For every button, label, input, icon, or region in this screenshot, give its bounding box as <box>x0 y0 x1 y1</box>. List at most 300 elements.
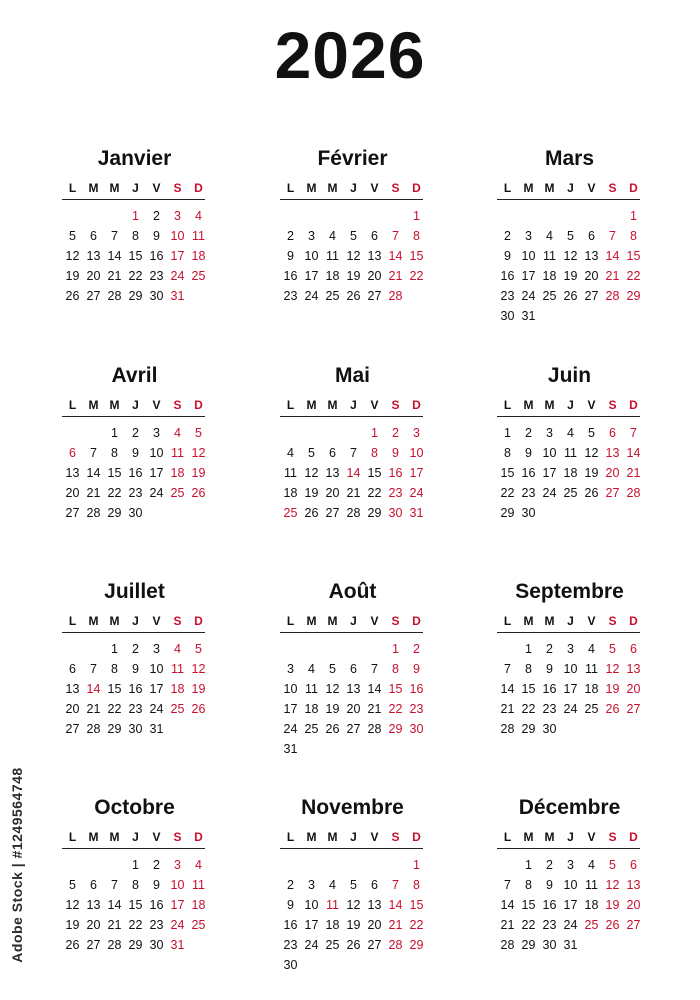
day-cell: 26 <box>304 506 319 520</box>
month-block <box>280 145 430 306</box>
day-cell: 27 <box>86 938 101 952</box>
day-cell: 20 <box>584 269 599 283</box>
month-block <box>62 145 212 306</box>
day-cell: 28 <box>626 486 641 500</box>
day-cell: 5 <box>195 642 202 656</box>
day-cell: 9 <box>153 229 160 243</box>
day-cell: 31 <box>521 309 536 323</box>
day-cell: 2 <box>153 858 160 872</box>
month-block <box>497 794 647 955</box>
day-cell: 15 <box>409 898 424 912</box>
day-cell: 21 <box>107 918 122 932</box>
month-name: Septembre <box>515 580 624 603</box>
day-cell: 27 <box>626 918 641 932</box>
day-cell: 23 <box>283 938 298 952</box>
weekday-header: V <box>152 398 161 412</box>
weekday-header: M <box>109 614 120 628</box>
weekday-header: V <box>370 614 379 628</box>
day-cell: 17 <box>563 682 578 696</box>
day-cell: 2 <box>392 426 399 440</box>
day-cell: 3 <box>567 642 574 656</box>
day-cell: 22 <box>409 918 424 932</box>
weekday-header: L <box>286 398 295 412</box>
day-cell: 16 <box>521 466 536 480</box>
day-cell: 21 <box>388 269 403 283</box>
day-grid <box>497 639 644 739</box>
day-cell: 10 <box>149 446 164 460</box>
day-cell: 13 <box>86 898 101 912</box>
day-cell: 7 <box>392 229 399 243</box>
day-cell: 15 <box>107 682 122 696</box>
day-cell: 26 <box>191 486 206 500</box>
day-cell: 25 <box>563 486 578 500</box>
weekday-header: D <box>194 398 203 412</box>
day-cell: 6 <box>69 662 76 676</box>
weekday-header: M <box>88 181 99 195</box>
day-cell: 1 <box>392 642 399 656</box>
day-cell: 22 <box>521 702 536 716</box>
weekday-header-row <box>62 178 209 196</box>
day-cell: 12 <box>563 249 578 263</box>
weekday-header: L <box>503 181 512 195</box>
weekday-header-row <box>280 395 427 413</box>
day-cell: 23 <box>149 918 164 932</box>
day-cell: 8 <box>111 446 118 460</box>
month-name: Juillet <box>104 580 165 603</box>
weekday-header: M <box>306 181 317 195</box>
day-cell: 13 <box>367 898 382 912</box>
day-cell: 4 <box>546 229 553 243</box>
day-cell: 12 <box>65 249 80 263</box>
day-cell: 21 <box>367 702 382 716</box>
day-cell: 12 <box>605 878 620 892</box>
weekday-header: S <box>391 614 400 628</box>
day-cell: 14 <box>86 466 101 480</box>
day-cell: 13 <box>86 249 101 263</box>
day-cell: 28 <box>388 938 403 952</box>
day-cell: 12 <box>605 662 620 676</box>
day-cell: 21 <box>346 486 361 500</box>
day-cell: 26 <box>191 702 206 716</box>
weekday-header: M <box>544 181 555 195</box>
day-cell: 26 <box>325 722 340 736</box>
weekday-header: L <box>286 614 295 628</box>
weekday-header: L <box>68 181 77 195</box>
weekday-header: M <box>306 398 317 412</box>
day-cell: 8 <box>413 878 420 892</box>
day-cell: 27 <box>626 702 641 716</box>
day-cell: 10 <box>542 446 557 460</box>
day-cell: 15 <box>388 682 403 696</box>
day-cell: 22 <box>409 269 424 283</box>
day-cell: 30 <box>128 722 143 736</box>
day-cell: 19 <box>191 682 206 696</box>
day-cell: 27 <box>584 289 599 303</box>
day-cell: 30 <box>149 289 164 303</box>
day-cell: 22 <box>388 702 403 716</box>
month-name: Octobre <box>94 796 175 819</box>
month-name: Mai <box>334 364 370 387</box>
day-cell: 25 <box>325 938 340 952</box>
day-cell: 6 <box>329 446 336 460</box>
day-cell: 9 <box>392 446 399 460</box>
weekday-header: M <box>544 614 555 628</box>
day-cell: 7 <box>90 662 97 676</box>
day-cell: 11 <box>326 898 339 912</box>
day-cell: 1 <box>132 858 139 872</box>
day-cell: 8 <box>630 229 637 243</box>
day-cell: 7 <box>90 446 97 460</box>
day-cell: 12 <box>191 446 206 460</box>
weekday-header: M <box>88 830 99 844</box>
day-cell: 30 <box>128 506 143 520</box>
day-cell: 10 <box>304 898 319 912</box>
day-cell: 4 <box>329 229 336 243</box>
day-cell: 19 <box>65 918 80 932</box>
day-cell: 30 <box>521 506 536 520</box>
day-cell: 10 <box>563 878 578 892</box>
day-cell: 24 <box>170 269 185 283</box>
month-block <box>62 794 212 955</box>
day-cell: 26 <box>65 289 80 303</box>
day-cell: 23 <box>128 486 143 500</box>
day-cell: 14 <box>107 249 122 263</box>
day-cell: 2 <box>546 858 553 872</box>
day-grid <box>280 855 427 975</box>
day-grid <box>62 206 209 306</box>
day-cell: 6 <box>90 878 97 892</box>
header-divider <box>497 416 640 417</box>
day-cell: 9 <box>546 878 553 892</box>
day-cell: 1 <box>111 642 118 656</box>
day-cell: 25 <box>304 722 319 736</box>
day-cell: 2 <box>504 229 511 243</box>
day-grid <box>497 206 644 326</box>
day-cell: 19 <box>563 269 578 283</box>
weekday-header: M <box>88 614 99 628</box>
header-divider <box>280 848 423 849</box>
day-cell: 24 <box>409 486 424 500</box>
day-cell: 21 <box>86 702 101 716</box>
day-cell: 30 <box>283 958 298 972</box>
day-cell: 10 <box>563 662 578 676</box>
day-cell: 3 <box>174 209 181 223</box>
day-cell: 6 <box>371 878 378 892</box>
day-grid <box>280 206 427 306</box>
day-cell: 8 <box>525 662 532 676</box>
month-block <box>280 794 430 975</box>
day-cell: 31 <box>170 938 185 952</box>
header-divider <box>62 848 205 849</box>
day-cell: 2 <box>413 642 420 656</box>
day-cell: 16 <box>128 682 143 696</box>
day-cell: 25 <box>191 918 206 932</box>
day-cell: 25 <box>170 702 185 716</box>
weekday-header: M <box>523 181 534 195</box>
weekday-header: V <box>152 181 161 195</box>
day-cell: 24 <box>542 486 557 500</box>
day-cell: 7 <box>504 662 511 676</box>
day-cell: 5 <box>567 229 574 243</box>
day-cell: 4 <box>195 209 202 223</box>
day-cell: 15 <box>128 249 143 263</box>
weekday-header-row <box>62 395 209 413</box>
weekday-header-row <box>280 827 427 845</box>
weekday-header: M <box>523 398 534 412</box>
weekday-header: D <box>412 614 421 628</box>
day-cell: 21 <box>86 486 101 500</box>
day-cell: 20 <box>605 466 620 480</box>
weekday-header: S <box>173 181 182 195</box>
day-cell: 1 <box>630 209 637 223</box>
weekday-header: V <box>370 830 379 844</box>
day-cell: 5 <box>609 642 616 656</box>
weekday-header: M <box>523 830 534 844</box>
day-cell: 12 <box>346 898 361 912</box>
day-cell: 16 <box>149 898 164 912</box>
day-cell: 14 <box>500 898 515 912</box>
day-cell: 5 <box>69 878 76 892</box>
day-cell: 28 <box>500 938 515 952</box>
weekday-header: V <box>152 614 161 628</box>
day-cell: 8 <box>132 229 139 243</box>
day-cell: 31 <box>563 938 578 952</box>
day-cell: 18 <box>191 249 206 263</box>
day-cell: 17 <box>521 269 536 283</box>
weekday-header: S <box>173 830 182 844</box>
watermark-text: Adobe Stock | #1249564748 <box>9 767 25 963</box>
weekday-header: D <box>194 181 203 195</box>
day-cell: 11 <box>192 878 205 892</box>
day-cell: 4 <box>287 446 294 460</box>
weekday-header: M <box>109 181 120 195</box>
day-cell: 11 <box>585 662 598 676</box>
day-cell: 26 <box>346 938 361 952</box>
day-cell: 1 <box>525 642 532 656</box>
day-cell: 20 <box>367 918 382 932</box>
weekday-header: S <box>173 398 182 412</box>
weekday-header: V <box>587 830 596 844</box>
day-cell: 4 <box>567 426 574 440</box>
header-divider <box>497 199 640 200</box>
month-block <box>62 578 212 739</box>
day-cell: 3 <box>413 426 420 440</box>
month-name: Avril <box>111 364 158 387</box>
day-cell: 9 <box>287 249 294 263</box>
day-grid <box>62 639 209 739</box>
day-cell: 12 <box>65 898 80 912</box>
weekday-header: D <box>629 398 638 412</box>
day-cell: 14 <box>367 682 382 696</box>
day-cell: 11 <box>171 446 184 460</box>
day-cell: 25 <box>283 506 298 520</box>
day-cell: 16 <box>283 269 298 283</box>
header-divider <box>497 848 640 849</box>
day-cell: 4 <box>588 858 595 872</box>
day-cell: 3 <box>153 426 160 440</box>
day-cell: 3 <box>153 642 160 656</box>
day-cell: 11 <box>585 878 598 892</box>
day-cell: 23 <box>128 702 143 716</box>
day-cell: 1 <box>413 858 420 872</box>
day-cell: 7 <box>392 878 399 892</box>
day-cell: 16 <box>500 269 515 283</box>
day-cell: 20 <box>65 486 80 500</box>
day-cell: 11 <box>192 229 205 243</box>
day-grid <box>497 855 644 955</box>
day-cell: 3 <box>174 858 181 872</box>
weekday-header: J <box>567 181 574 195</box>
day-cell: 29 <box>107 506 122 520</box>
day-cell: 1 <box>371 426 378 440</box>
day-cell: 9 <box>413 662 420 676</box>
weekday-header: J <box>132 614 139 628</box>
day-cell: 24 <box>170 918 185 932</box>
day-cell: 17 <box>283 702 298 716</box>
day-cell: 25 <box>542 289 557 303</box>
weekday-header: S <box>608 181 617 195</box>
day-cell: 8 <box>132 878 139 892</box>
day-cell: 15 <box>500 466 515 480</box>
day-cell: 14 <box>86 682 101 696</box>
day-cell: 19 <box>346 269 361 283</box>
calendar-year-title: 2026 <box>274 18 426 92</box>
day-cell: 17 <box>170 898 185 912</box>
header-divider <box>62 632 205 633</box>
day-cell: 26 <box>605 918 620 932</box>
header-divider <box>62 199 205 200</box>
day-cell: 24 <box>304 289 319 303</box>
day-cell: 12 <box>191 662 206 676</box>
day-cell: 7 <box>609 229 616 243</box>
day-cell: 1 <box>413 209 420 223</box>
day-cell: 12 <box>346 249 361 263</box>
weekday-header: M <box>544 398 555 412</box>
day-cell: 30 <box>388 506 403 520</box>
weekday-header: V <box>587 614 596 628</box>
day-cell: 1 <box>111 426 118 440</box>
day-cell: 12 <box>584 446 599 460</box>
weekday-header: J <box>350 398 357 412</box>
day-cell: 1 <box>132 209 139 223</box>
day-cell: 3 <box>308 229 315 243</box>
weekday-header-row <box>497 395 644 413</box>
weekday-header: M <box>327 614 338 628</box>
day-cell: 18 <box>325 269 340 283</box>
day-cell: 16 <box>409 682 424 696</box>
header-divider <box>280 199 423 200</box>
weekday-header: D <box>412 830 421 844</box>
day-grid <box>497 423 644 523</box>
weekday-header: V <box>587 398 596 412</box>
weekday-header: L <box>503 398 512 412</box>
day-cell: 29 <box>367 506 382 520</box>
month-name: Juin <box>547 364 592 387</box>
day-cell: 15 <box>367 466 382 480</box>
day-cell: 26 <box>584 486 599 500</box>
day-cell: 26 <box>65 938 80 952</box>
day-cell: 24 <box>563 702 578 716</box>
month-name: Novembre <box>301 796 404 819</box>
day-cell: 9 <box>132 446 139 460</box>
weekday-header: D <box>629 830 638 844</box>
day-cell: 10 <box>304 249 319 263</box>
day-cell: 4 <box>195 858 202 872</box>
day-cell: 20 <box>325 486 340 500</box>
day-cell: 6 <box>350 662 357 676</box>
day-grid <box>280 639 427 759</box>
day-cell: 4 <box>174 642 181 656</box>
day-cell: 18 <box>170 466 185 480</box>
day-cell: 5 <box>588 426 595 440</box>
day-cell: 24 <box>149 702 164 716</box>
day-cell: 8 <box>413 229 420 243</box>
month-block <box>497 578 647 739</box>
day-cell: 13 <box>65 682 80 696</box>
day-cell: 1 <box>504 426 511 440</box>
day-cell: 28 <box>107 289 122 303</box>
day-cell: 8 <box>504 446 511 460</box>
day-cell: 5 <box>350 878 357 892</box>
day-cell: 13 <box>367 249 382 263</box>
weekday-header: J <box>350 181 357 195</box>
weekday-header: V <box>587 181 596 195</box>
day-cell: 27 <box>605 486 620 500</box>
weekday-header: S <box>608 398 617 412</box>
day-cell: 7 <box>111 229 118 243</box>
day-cell: 26 <box>346 289 361 303</box>
day-cell: 9 <box>504 249 511 263</box>
day-cell: 9 <box>546 662 553 676</box>
day-cell: 2 <box>132 426 139 440</box>
day-cell: 30 <box>500 309 515 323</box>
day-cell: 12 <box>325 682 340 696</box>
header-divider <box>280 632 423 633</box>
day-cell: 29 <box>128 938 143 952</box>
day-cell: 20 <box>626 682 641 696</box>
day-grid <box>62 423 209 523</box>
day-cell: 23 <box>283 289 298 303</box>
day-cell: 2 <box>287 878 294 892</box>
day-cell: 9 <box>525 446 532 460</box>
day-cell: 17 <box>409 466 424 480</box>
day-cell: 10 <box>170 878 185 892</box>
day-cell: 17 <box>304 269 319 283</box>
weekday-header: L <box>286 830 295 844</box>
month-block <box>497 362 647 523</box>
weekday-header: M <box>544 830 555 844</box>
weekday-header: M <box>109 830 120 844</box>
day-cell: 6 <box>69 446 76 460</box>
day-cell: 14 <box>626 446 641 460</box>
day-cell: 15 <box>521 898 536 912</box>
day-cell: 14 <box>605 249 620 263</box>
header-divider <box>497 632 640 633</box>
day-cell: 6 <box>588 229 595 243</box>
day-cell: 22 <box>128 918 143 932</box>
day-cell: 27 <box>325 506 340 520</box>
day-cell: 6 <box>630 642 637 656</box>
day-cell: 22 <box>107 486 122 500</box>
day-cell: 20 <box>346 702 361 716</box>
day-cell: 28 <box>605 289 620 303</box>
day-cell: 22 <box>367 486 382 500</box>
day-cell: 27 <box>346 722 361 736</box>
day-cell: 16 <box>149 249 164 263</box>
weekday-header: M <box>306 830 317 844</box>
day-cell: 18 <box>170 682 185 696</box>
weekday-header: J <box>350 614 357 628</box>
